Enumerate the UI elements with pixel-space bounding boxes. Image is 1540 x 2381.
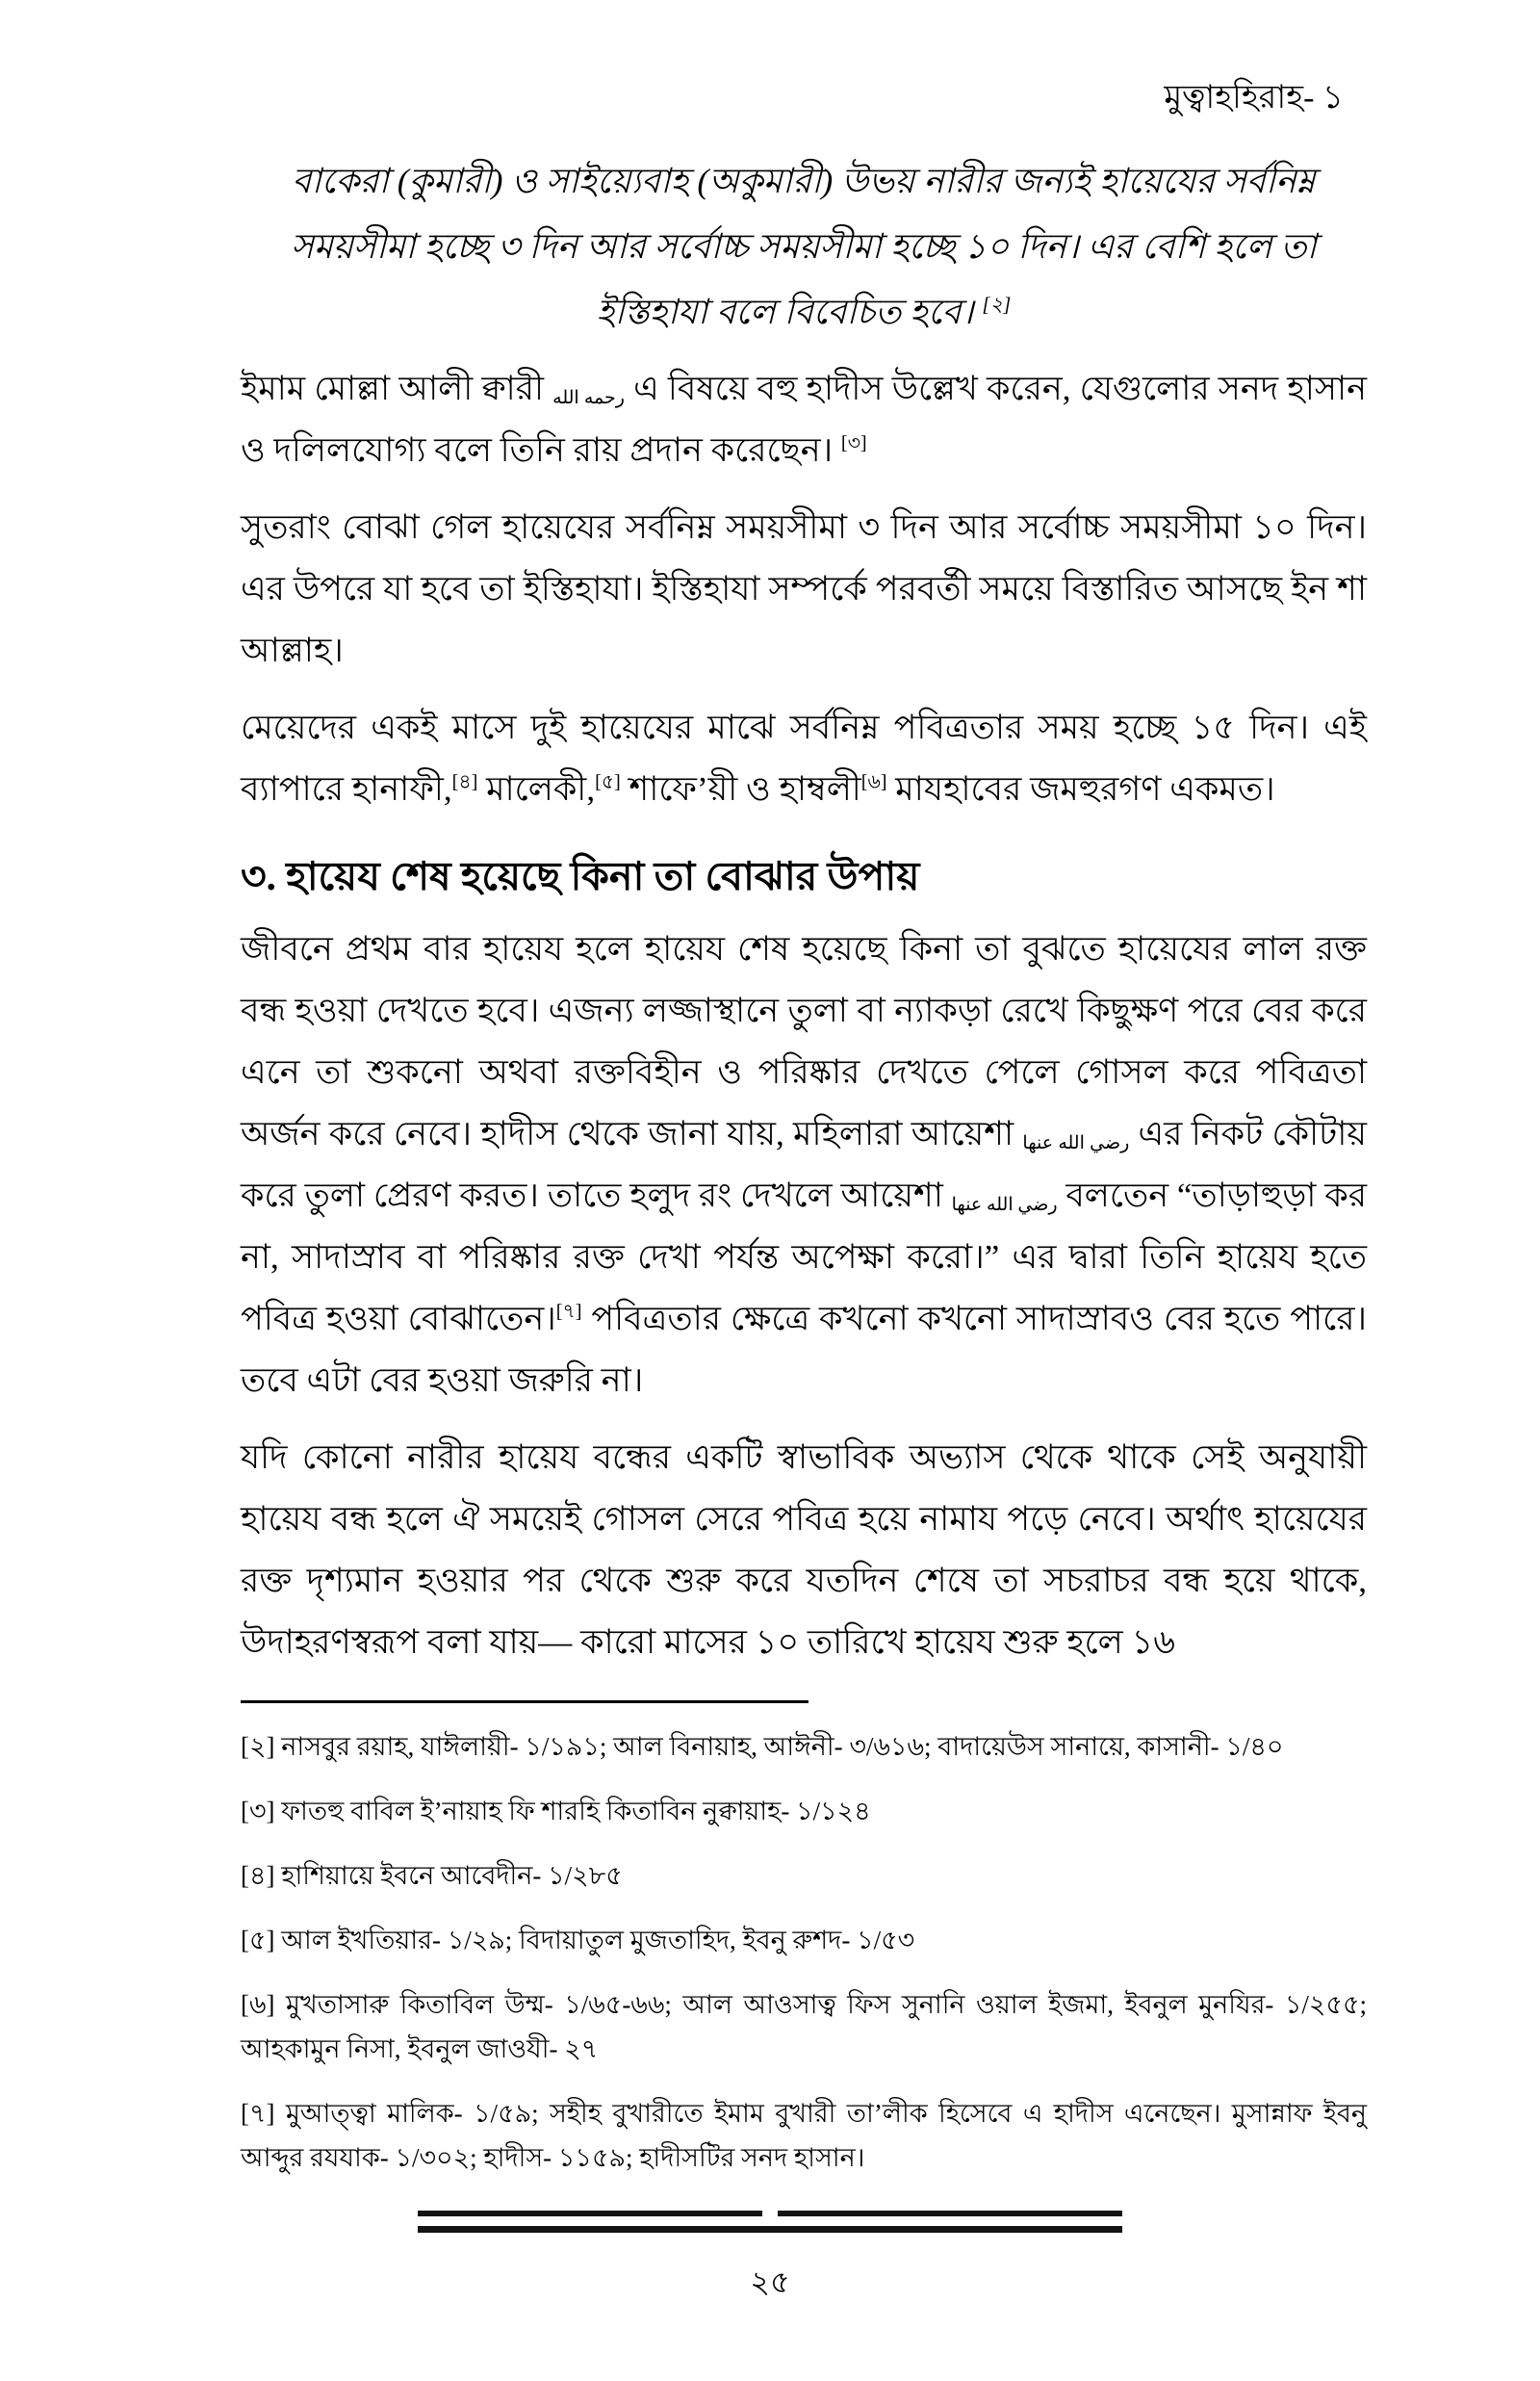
- body-paragraph: জীবনে প্রথম বার হায়েয হলে হায়েয শেষ হয়েছে কিনা তা বুঝতে হায়েযের লাল রক্ত বন্ধ হওয়া দেখতে হবে। এজন্য লজ্জাস্থানে তুলা বা ন্যাকড়া রেখে কিছুক্ষণ পরে বের করে এনে তা শুকনো অথবা রক্তবিহীন ও পরিষ্কার দেখতে পেলে গোসল করে পবিত্রতা অর্জন করে নেবে। হাদীস থেকে জানা যায়, মহিলারা আয়েশা رضي الله عنها এর নিকট কৌটায় করে তুলা প্রেরণ করত। তাতে হলুদ রং দেখলে আয়েশা رضي الله عنها বলতেন “তাড়াহুড়া কর না, সাদাস্রাব বা পরিষ্কার রক্ত দেখা পর্যন্ত অপেক্ষা করো।” এর দ্বারা তিনি হায়েয হতে পবিত্র হওয়া বোঝাতেন।[৭] পবিত্রতার ক্ষেত্রে কখনো কখনো সাদাস্রাবও বের হতে পারে। তবে এটা বের হওয়া জরুরি না।: [241, 930, 1367, 1399]
- footnote-marker: [৪]: [241, 1861, 282, 1890]
- footnote-marker: [৭]: [241, 2099, 286, 2128]
- footnote-item: [241, 1789, 1367, 1833]
- footnote-item: [241, 1853, 1367, 1898]
- footnote-list: [241, 1724, 1367, 2180]
- body-paragraph: মেয়েদের একই মাসে দুই হায়েযের মাঝে সর্বনিম্ন পবিত্রতার সময় হচ্ছে ১৫ দিন। এই ব্যাপারে হানাফী,[৪] মালেকী,[৫] শাফে’য়ী ও হাম্বলী[৬] মাযহাবের জমহুরগণ একমত।: [241, 709, 1367, 808]
- body-paragraph: ইমাম মোল্লা আলী ক্বারী رحمه الله এ বিষয়ে বহু হাদীস উল্লেখ করেন, যেগুলোর সনদ হাসান ও দলিলযোগ্য বলে তিনি রায় প্রদান করেছেন। [৩]: [241, 370, 1368, 469]
- rule-bar-left: [418, 2211, 762, 2216]
- page-footer: [0, 2211, 1540, 2310]
- footnote-ref: [৬]: [860, 771, 887, 793]
- footnote-ref: [৫]: [595, 771, 621, 793]
- rule-bar-right: [778, 2211, 1122, 2216]
- footnote-ref: [২]: [982, 293, 1012, 316]
- footnote-ref: [৪]: [451, 771, 478, 793]
- footnote-item: [241, 1982, 1367, 2071]
- decorative-rule: [418, 2211, 1122, 2233]
- body-paragraph: সুতরাং বোঝা গেল হায়েযের সর্বনিম্ন সময়সীমা ৩ দিন আর সর্বোচ্চ সময়সীমা ১০ দিন। এর উপরে যা হবে তা ইস্তিহাযা। ইস্তিহাযা সম্পর্কে পরবর্তী সময়ে বিস্তারিত আসছে ইন শা আল্লাহ।: [241, 508, 1367, 669]
- footnote-ref: [৩]: [840, 432, 867, 454]
- body-paragraph: যদি কোনো নারীর হায়েয বন্ধের একটি স্বাভাবিক অভ্যাস থেকে থাকে সেই অনুযায়ী হায়েয বন্ধ হলে ঐ সময়েই গোসল সেরে পবিত্র হয়ে নামায পড়ে নেবে। অর্থাৎ হায়েযের রক্ত দৃশ্যমান হওয়ার পর থেকে শুরু করে যতদিন শেষে তা সচরাচর বন্ধ হয়ে থাকে, উদাহরণস্বরূপ বলা যায়— কারো মাসের ১০ তারিখে হায়েয শুরু হলে ১৬: [241, 1438, 1367, 1661]
- honorific-calligraphy-icon: رضي الله عنها: [951, 1195, 1058, 1215]
- footnote-marker: [২]: [241, 1732, 282, 1761]
- footnote-ref: [৭]: [555, 1301, 582, 1323]
- footnote-text: আল ইখতিয়ার- ১/২৯; বিদায়াতুল মুজতাহিদ, ইবনু রুশদ- ১/৫৩: [281, 1926, 915, 1954]
- rule-bar-bottom: [418, 2226, 1122, 2233]
- running-header: মুত্বাহহিরাহ- ১: [1164, 80, 1344, 116]
- footnote-text: ফাতহু বাবিল ই’নায়াহ ফি শারহি কিতাবিন নুক্বায়াহ- ১/১২৪: [281, 1797, 871, 1825]
- lead-quote: বাকেরা (কুমারী) ও সাইয়্যেবাহ (অকুমারী) উভয় নারীর জন্যই হায়েযের সর্বনিম্ন সময়সীমা হচ্ছে ৩ দিন আর সর্বোচ্চ সময়সীমা হচ্ছে ১০ দিন। এর বেশি হলে তা ইস্তিহাযা বলে বিবেচিত হবে। [২]: [291, 162, 1317, 331]
- footnote-marker: [৩]: [241, 1797, 282, 1825]
- footnote-text: মুখতাসারু কিতাবিল উম্ম- ১/৬৫-৬৬; আল আওসাত্ব ফিস সুনানি ওয়াল ইজমা, ইবনুল মুনযির- ১/২৫৫; আহকামুন নিসা, ইবনুল জাওযী- ২৭: [241, 1990, 1367, 2063]
- footnote-separator: [241, 1700, 808, 1703]
- footnote-text: মুআত্ত্বা মালিক- ১/৫৯; সহীহ বুখারীতে ইমাম বুখারী তা’লীক হিসেবে এ হাদীস এনেছেন। মুসান্নাফ ইবনু আব্দুর রযযাক- ১/৩০২; হাদীস- ১১৫৯; হাদীসটির সনদ হাসান।: [241, 2099, 1368, 2172]
- page-number: ২৫: [750, 2265, 790, 2299]
- section-paragraphs: [241, 919, 1367, 1673]
- decorative-rule-top: [418, 2211, 1122, 2216]
- footnote-text: নাসবুর রয়াহ, যাঈলায়ী- ১/১৯১; আল বিনায়াহ, আঈনী- ৩/৬১৬; বাদায়েউস সানায়ে, কাসানী- ১/৪০: [281, 1732, 1284, 1761]
- footnote-item: [241, 1918, 1367, 1962]
- footnote-item: [241, 2091, 1367, 2180]
- footnote-item: [241, 1724, 1367, 1769]
- honorific-calligraphy-icon: رحمه الله: [552, 388, 625, 408]
- footnote-marker: [৫]: [241, 1926, 282, 1954]
- footnote-text: হাশিয়ায়ে ইবনে আবেদীন- ১/২৮৫: [281, 1861, 623, 1890]
- footnote-marker: [৬]: [241, 1990, 286, 2019]
- section-heading: ৩. হায়েয শেষ হয়েছে কিনা তা বোঝার উপায়: [241, 854, 920, 898]
- honorific-calligraphy-icon: رضي الله عنها: [1022, 1133, 1130, 1153]
- intro-paragraphs: [241, 358, 1367, 820]
